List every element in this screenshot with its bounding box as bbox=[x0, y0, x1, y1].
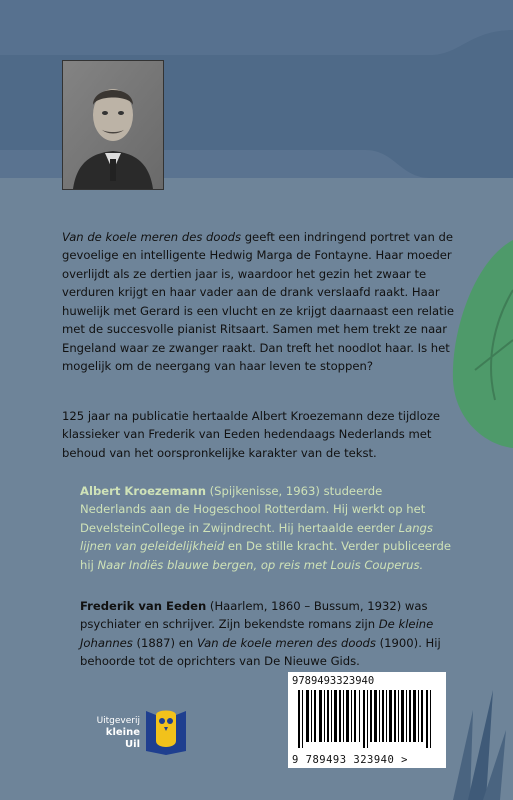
publisher-name: Uitgeverij kleine Uil bbox=[96, 716, 140, 750]
translator-name: Albert Kroezemann bbox=[80, 483, 206, 498]
synopsis-text: geeft een indringend portret van de gevoelige en intelligente Hedwig Marga de Fontayne. Haar moeder overlijdt als ze dertien jaar is, waardoor het gezin het zwaar te verduren krijgt en haar vader aan de drank verslaafd raakt. Haar huwelijk met Gerard is een vlucht en ze krijgt daarnaast een relatie met de succesvolle pianist Ritsaart. Samen met hem trekt ze naar Engeland waar ze zwanger raakt. Dan treft het noodlot haar. Is het mogelijk om de neergang van haar leven te stoppen? bbox=[62, 229, 454, 374]
owl-book-icon bbox=[144, 705, 188, 755]
synopsis-title: Van de koele meren des doods bbox=[62, 229, 242, 244]
author-portrait bbox=[62, 60, 164, 190]
author-bio: Frederik van Eeden (Haarlem, 1860 – Bussum, 1932) was psychiater en schrijver. Zijn bekendste romans zijn De kleine Johannes (1887) en Van de koele meren des doods (1900). Hij behoorde tot de oprichters van De Nieuwe Gids. bbox=[80, 598, 441, 669]
isbn-barcode bbox=[288, 672, 446, 768]
lily-pad-shape bbox=[445, 220, 513, 450]
isbn-bottom-text: 9 789493 323940 > bbox=[292, 754, 408, 766]
author-name: Frederik van Eeden bbox=[80, 598, 207, 613]
synopsis-paragraph bbox=[62, 228, 454, 376]
translation-note: 125 jaar na publicatie hertaalde Albert Kroezemann deze tijdloze klassieker van Frederik van Eeden hedendaags Nederlands met behoud van het oorspronkelijke karakter van de tekst. bbox=[62, 408, 441, 460]
barcode-bars bbox=[298, 690, 436, 748]
isbn-top-text: 9789493323940 bbox=[292, 675, 375, 687]
publisher-logo bbox=[92, 705, 202, 755]
translator-bio: Albert Kroezemann (Spijkenisse, 1963) studeerde Nederlands aan de Hogeschool Rotterdam. Hij werkt op het DevelsteinCollege in Zwijndrecht. Hij hertaalde eerder Langs lijnen van geleidelijkheid en De stille kracht. Verder publiceerde hij Naar Indiës blauwe bergen, op reis met Louis Couperus. bbox=[80, 483, 451, 572]
grass-shape bbox=[448, 690, 508, 800]
